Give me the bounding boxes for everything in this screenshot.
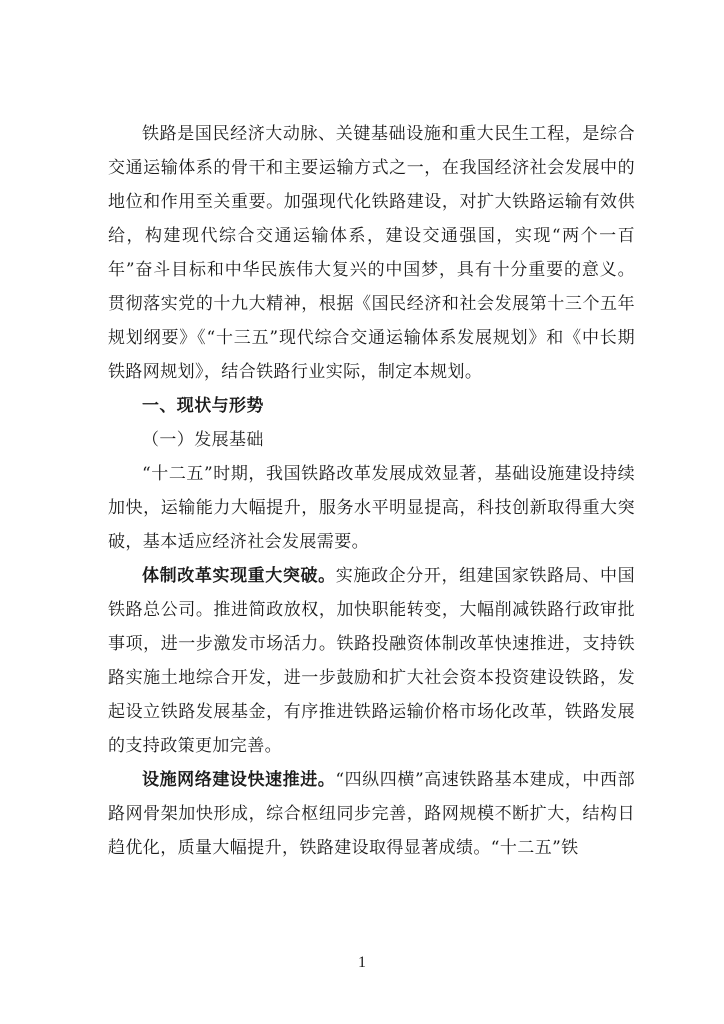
network-lead: 设施网络建设快速推进。 — [142, 770, 336, 790]
page-content — [108, 117, 635, 865]
page-number: 1 — [358, 954, 366, 971]
subsection-heading: （一）发展基础 — [142, 430, 264, 450]
section-heading: 一、现状与形势 — [142, 396, 264, 416]
development-basis-paragraph: “十二五”时期，我国铁路改革发展成效显著，基础设施建设持续加快，运输能力大幅提升，服务水平明显提高，科技创新取得重大突破，基本适应经济社会发展需要。 — [108, 464, 635, 552]
reform-text: 实施政企分开，组建国家铁路局、中国铁路总公司。推进简政放权，加快职能转变，大幅削减铁路行政审批事项，进一步激发市场活力。铁路投融资体制改革快速推进，支持铁路实施土地综合开发，进一步鼓励和扩大社会资本投资建设铁路，发起设立铁路发展基金，有序推进铁路运输价格市场化改革，铁路发展的支持政策更加完善。 — [108, 566, 635, 756]
network-text: “四纵四横”高速铁路基本建成，中西部路网骨架加快形成，综合枢纽同步完善，路网规模不断扩大，结构日趋优化，质量大幅提升，铁路建设取得显著成绩。“十二五”铁 — [108, 770, 635, 858]
network-paragraph — [108, 763, 635, 865]
intro-paragraph: 铁路是国民经济大动脉、关键基础设施和重大民生工程，是综合交通运输体系的骨干和主要运输方式之一，在我国经济社会发展中的地位和作用至关重要。加强现代化铁路建设，对扩大铁路运输有效供给，构建现代综合交通运输体系，建设交通强国，实现“两个一百年”奋斗目标和中华民族伟大复兴的中国梦，具有十分重要的意义。贯彻落实党的十九大精神，根据《国民经济和社会发展第十三个五年规划纲要》《“十三五”现代综合交通运输体系发展规划》和《中长期铁路网规划》，结合铁路行业实际，制定本规划。 — [108, 124, 635, 382]
reform-lead: 体制改革实现重大突破。 — [142, 566, 336, 586]
reform-paragraph — [108, 559, 635, 763]
